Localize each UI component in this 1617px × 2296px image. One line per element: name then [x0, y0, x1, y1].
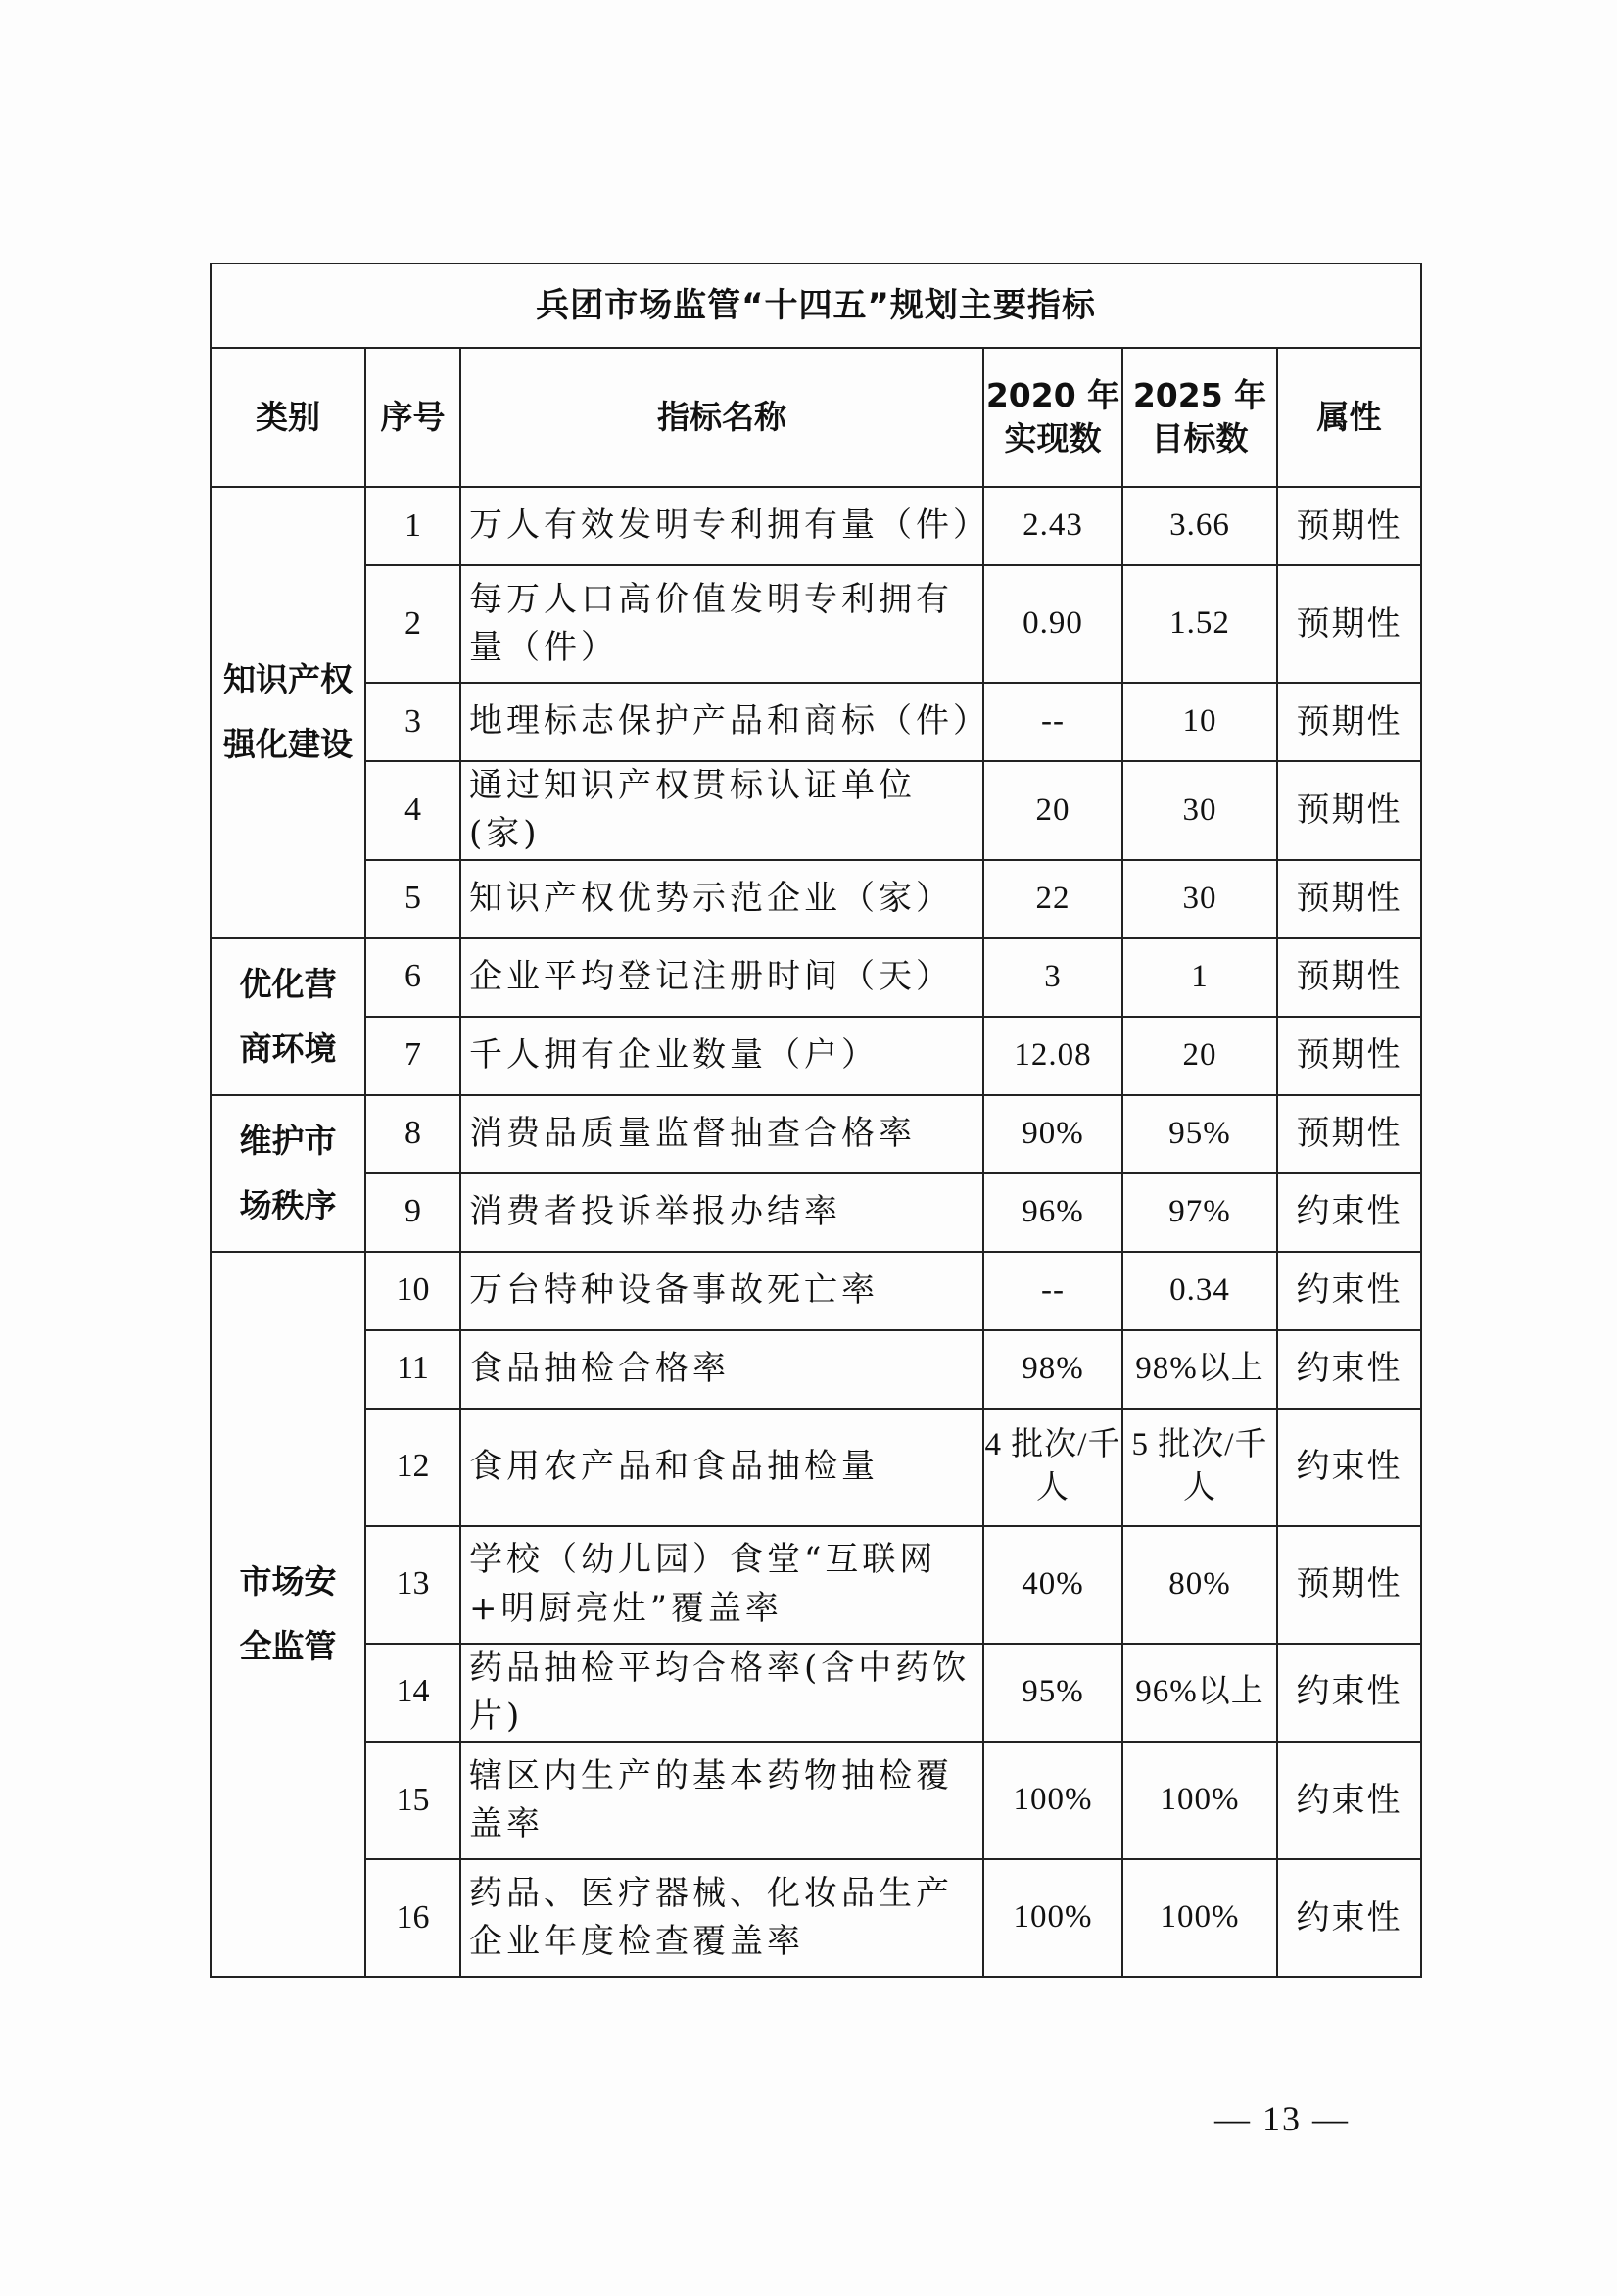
attribute-cell: 预期性	[1277, 1017, 1421, 1095]
value-2020: 100%	[983, 1859, 1122, 1977]
attribute-cell: 预期性	[1277, 860, 1421, 938]
attribute-cell: 预期性	[1277, 683, 1421, 761]
attribute-cell: 约束性	[1277, 1409, 1421, 1526]
seq-cell: 9	[365, 1173, 460, 1252]
seq-cell: 16	[365, 1859, 460, 1977]
seq-cell: 14	[365, 1644, 460, 1743]
table-row	[211, 1859, 1421, 1977]
table-row	[211, 1252, 1421, 1330]
value-2020: 0.90	[983, 565, 1122, 683]
value-2025: 30	[1122, 860, 1277, 938]
attribute-cell: 预期性	[1277, 1526, 1421, 1644]
attribute-cell: 预期性	[1277, 938, 1421, 1017]
header-category: 类别	[211, 348, 365, 487]
value-2025: 1.52	[1122, 565, 1277, 683]
value-2025: 20	[1122, 1017, 1277, 1095]
seq-cell: 4	[365, 761, 460, 860]
table-row	[211, 487, 1421, 565]
table-row	[211, 1526, 1421, 1644]
table-row	[211, 565, 1421, 683]
category-line: 知识产权	[223, 660, 353, 699]
value-2020: --	[983, 683, 1122, 761]
value-2025: 1	[1122, 938, 1277, 1017]
value-2025: 0.34	[1122, 1252, 1277, 1330]
table-title: 兵团市场监管“十四五”规划主要指标	[211, 263, 1421, 348]
attribute-cell: 约束性	[1277, 1252, 1421, 1330]
seq-cell: 6	[365, 938, 460, 1017]
attribute-cell: 预期性	[1277, 761, 1421, 860]
header-attribute: 属性	[1277, 348, 1421, 487]
header-indicator: 指标名称	[460, 348, 983, 487]
indicator-name: 企业平均登记注册时间（天）	[460, 938, 983, 1017]
value-2020: 100%	[983, 1742, 1122, 1859]
indicator-name: 地理标志保护产品和商标（件）	[460, 683, 983, 761]
value-2020: 12.08	[983, 1017, 1122, 1095]
attribute-cell: 预期性	[1277, 565, 1421, 683]
value-2025: 3.66	[1122, 487, 1277, 565]
header-seq: 序号	[365, 348, 460, 487]
header-2025	[1122, 348, 1277, 487]
header-2025-year: 2025 年	[1132, 376, 1267, 415]
seq-cell: 10	[365, 1252, 460, 1330]
value-2025: 96%以上	[1122, 1644, 1277, 1743]
indicator-name: 食用农产品和食品抽检量	[460, 1409, 983, 1526]
value-2020: 40%	[983, 1526, 1122, 1644]
category-line: 市场安	[239, 1561, 337, 1601]
table-row	[211, 761, 1421, 860]
value-2020: 3	[983, 938, 1122, 1017]
seq-cell: 8	[365, 1095, 460, 1173]
table-row	[211, 1409, 1421, 1526]
category-market-safety	[211, 1252, 365, 1978]
seq-cell: 13	[365, 1526, 460, 1644]
category-line: 场秩序	[239, 1185, 337, 1224]
value-2025: 80%	[1122, 1526, 1277, 1644]
value-2025: 10	[1122, 683, 1277, 761]
seq-cell: 2	[365, 565, 460, 683]
value-2020: 96%	[983, 1173, 1122, 1252]
value-2020: 22	[983, 860, 1122, 938]
value-2020: 20	[983, 761, 1122, 860]
value-2020: 90%	[983, 1095, 1122, 1173]
value-2025: 97%	[1122, 1173, 1277, 1252]
indicator-name: 辖区内生产的基本药物抽检覆盖率	[460, 1742, 983, 1859]
indicator-name: 知识产权优势示范企业（家）	[460, 860, 983, 938]
category-business-environment	[211, 938, 365, 1095]
value-2020: 4 批次/千人	[983, 1409, 1122, 1526]
category-line: 维护市	[239, 1121, 337, 1160]
seq-cell: 11	[365, 1330, 460, 1409]
value-2020: 95%	[983, 1644, 1122, 1743]
category-line: 强化建设	[223, 725, 353, 764]
page-number: — 13 —	[1214, 2099, 1350, 2138]
value-2025: 100%	[1122, 1742, 1277, 1859]
category-market-order	[211, 1095, 365, 1252]
table-row	[211, 1017, 1421, 1095]
seq-cell: 5	[365, 860, 460, 938]
header-row	[211, 348, 1421, 487]
table-row	[211, 1330, 1421, 1409]
value-2025: 30	[1122, 761, 1277, 860]
indicator-table	[210, 263, 1422, 1978]
value-2025: 100%	[1122, 1859, 1277, 1977]
attribute-cell: 预期性	[1277, 1095, 1421, 1173]
attribute-cell: 约束性	[1277, 1859, 1421, 1977]
attribute-cell: 预期性	[1277, 487, 1421, 565]
category-line: 优化营	[239, 964, 337, 1003]
indicator-name: 通过知识产权贯标认证单位(家)	[460, 761, 983, 860]
table-row	[211, 1644, 1421, 1743]
table-row	[211, 1742, 1421, 1859]
attribute-cell: 约束性	[1277, 1644, 1421, 1743]
category-line: 商环境	[239, 1028, 337, 1068]
indicator-name: 万台特种设备事故死亡率	[460, 1252, 983, 1330]
header-2025-label: 目标数	[1151, 419, 1249, 457]
attribute-cell: 约束性	[1277, 1330, 1421, 1409]
seq-cell: 3	[365, 683, 460, 761]
attribute-cell: 约束性	[1277, 1742, 1421, 1859]
value-2025: 95%	[1122, 1095, 1277, 1173]
indicator-name: 药品抽检平均合格率(含中药饮片)	[460, 1644, 983, 1743]
value-2020: --	[983, 1252, 1122, 1330]
indicator-name: 每万人口高价值发明专利拥有量（件）	[460, 565, 983, 683]
category-line: 全监管	[239, 1626, 337, 1665]
value-2025: 5 批次/千人	[1122, 1409, 1277, 1526]
table-row	[211, 860, 1421, 938]
seq-cell: 15	[365, 1742, 460, 1859]
header-2020	[983, 348, 1122, 487]
indicator-name: 万人有效发明专利拥有量（件）	[460, 487, 983, 565]
value-2020: 98%	[983, 1330, 1122, 1409]
attribute-cell: 约束性	[1277, 1173, 1421, 1252]
indicator-name: 药品、医疗器械、化妆品生产企业年度检查覆盖率	[460, 1859, 983, 1977]
table-row	[211, 683, 1421, 761]
seq-cell: 7	[365, 1017, 460, 1095]
table-row	[211, 938, 1421, 1017]
indicator-name: 千人拥有企业数量（户）	[460, 1017, 983, 1095]
value-2025: 98%以上	[1122, 1330, 1277, 1409]
indicator-name: 食品抽检合格率	[460, 1330, 983, 1409]
indicator-name: 消费品质量监督抽查合格率	[460, 1095, 983, 1173]
seq-cell: 12	[365, 1409, 460, 1526]
value-2020: 2.43	[983, 487, 1122, 565]
indicator-name: 消费者投诉举报办结率	[460, 1173, 983, 1252]
header-2020-label: 实现数	[1004, 419, 1102, 457]
indicator-name: 学校（幼儿园）食堂“互联网+明厨亮灶”覆盖率	[460, 1526, 983, 1644]
seq-cell: 1	[365, 487, 460, 565]
table-row	[211, 1173, 1421, 1252]
table-row	[211, 1095, 1421, 1173]
category-ip	[211, 487, 365, 938]
header-2020-year: 2020 年	[985, 376, 1120, 415]
